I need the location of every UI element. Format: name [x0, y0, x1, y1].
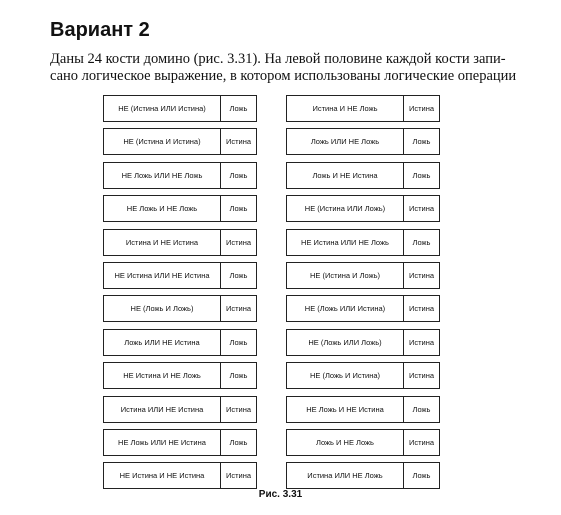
domino-expression: НЕ (Истина И Ложь)	[287, 263, 404, 288]
domino-value: Ложь	[229, 104, 248, 113]
domino-value: Ложь	[412, 171, 431, 180]
domino-tile	[103, 329, 257, 356]
domino-expression: НЕ Истина И НЕ Ложь	[104, 363, 221, 388]
domino-expression: НЕ Ложь И НЕ Истина	[287, 397, 404, 422]
domino-tile	[286, 162, 440, 189]
domino-tile	[103, 128, 257, 155]
domino-value: Истина	[225, 238, 252, 247]
domino-tile	[103, 162, 257, 189]
domino-expression: НЕ Истина ИЛИ НЕ Ложь	[287, 230, 404, 255]
domino-expression: Истина ИЛИ НЕ Истина	[104, 397, 221, 422]
domino-expression: Истина И НЕ Ложь	[287, 96, 404, 121]
domino-expression: НЕ (Истина И Истина)	[104, 129, 221, 154]
domino-expression: НЕ Ложь И НЕ Ложь	[104, 196, 221, 221]
domino-expression: НЕ Ложь ИЛИ НЕ Истина	[104, 430, 221, 455]
domino-value: Истина	[408, 271, 435, 280]
domino-expression: НЕ (Ложь И Истина)	[287, 363, 404, 388]
domino-value: Истина	[408, 338, 435, 347]
domino-tile	[286, 262, 440, 289]
domino-tile	[103, 429, 257, 456]
domino-tile	[286, 396, 440, 423]
domino-tile	[286, 362, 440, 389]
domino-tile	[103, 95, 257, 122]
domino-value: Ложь	[412, 471, 431, 480]
domino-value: Истина	[225, 471, 252, 480]
domino-expression: НЕ (Ложь ИЛИ Истина)	[287, 296, 404, 321]
domino-tile	[103, 362, 257, 389]
domino-expression: Ложь ИЛИ НЕ Ложь	[287, 129, 404, 154]
domino-tile	[103, 295, 257, 322]
domino-expression: Истина ИЛИ НЕ Ложь	[287, 463, 404, 488]
domino-value: Ложь	[412, 405, 431, 414]
domino-expression: Ложь И НЕ Ложь	[287, 430, 404, 455]
domino-tile	[103, 229, 257, 256]
domino-expression: Ложь И НЕ Истина	[287, 163, 404, 188]
domino-value: Истина	[225, 304, 252, 313]
domino-tile	[103, 462, 257, 489]
domino-expression: НЕ Истина ИЛИ НЕ Истина	[104, 263, 221, 288]
domino-value: Ложь	[229, 271, 248, 280]
domino-value: Истина	[408, 438, 435, 447]
domino-tile	[286, 195, 440, 222]
domino-tile	[286, 295, 440, 322]
domino-tile	[286, 429, 440, 456]
domino-expression: НЕ (Истина ИЛИ Ложь)	[287, 196, 404, 221]
domino-value: Истина	[408, 204, 435, 213]
domino-tile	[286, 95, 440, 122]
intro-line: сано логическое выражение, в котором использованы логические операции	[50, 68, 517, 84]
domino-value: Ложь	[229, 171, 248, 180]
domino-value: Истина	[225, 405, 252, 414]
domino-expression: НЕ (Истина ИЛИ Истина)	[104, 96, 221, 121]
domino-tile	[103, 396, 257, 423]
domino-value: Истина	[408, 371, 435, 380]
domino-value: Ложь	[229, 338, 248, 347]
domino-expression: НЕ Истина И НЕ Истина	[104, 463, 221, 488]
domino-expression: НЕ (Ложь И Ложь)	[104, 296, 221, 321]
domino-tile	[286, 462, 440, 489]
domino-tile	[286, 329, 440, 356]
domino-tile	[286, 128, 440, 155]
domino-expression: НЕ (Ложь ИЛИ Ложь)	[287, 330, 404, 355]
domino-value: Истина	[408, 304, 435, 313]
domino-value: Ложь	[229, 438, 248, 447]
domino-value: Ложь	[229, 371, 248, 380]
page-title: Вариант 2	[50, 19, 150, 41]
domino-value: Истина	[408, 104, 435, 113]
domino-value: Ложь	[412, 238, 431, 247]
domino-expression: НЕ Ложь ИЛИ НЕ Ложь	[104, 163, 221, 188]
domino-tile	[103, 262, 257, 289]
domino-value: Ложь	[412, 137, 431, 146]
domino-value: Ложь	[229, 204, 248, 213]
domino-tile	[103, 195, 257, 222]
domino-expression: Ложь ИЛИ НЕ Истина	[104, 330, 221, 355]
intro-line: Даны 24 кости домино (рис. 3.31). На левой половине каждой кости запи-	[50, 51, 506, 67]
figure-caption: Рис. 3.31	[258, 489, 303, 500]
domino-tile	[286, 229, 440, 256]
intro-paragraph	[50, 51, 520, 85]
domino-value: Истина	[225, 137, 252, 146]
domino-expression: Истина И НЕ Истина	[104, 230, 221, 255]
